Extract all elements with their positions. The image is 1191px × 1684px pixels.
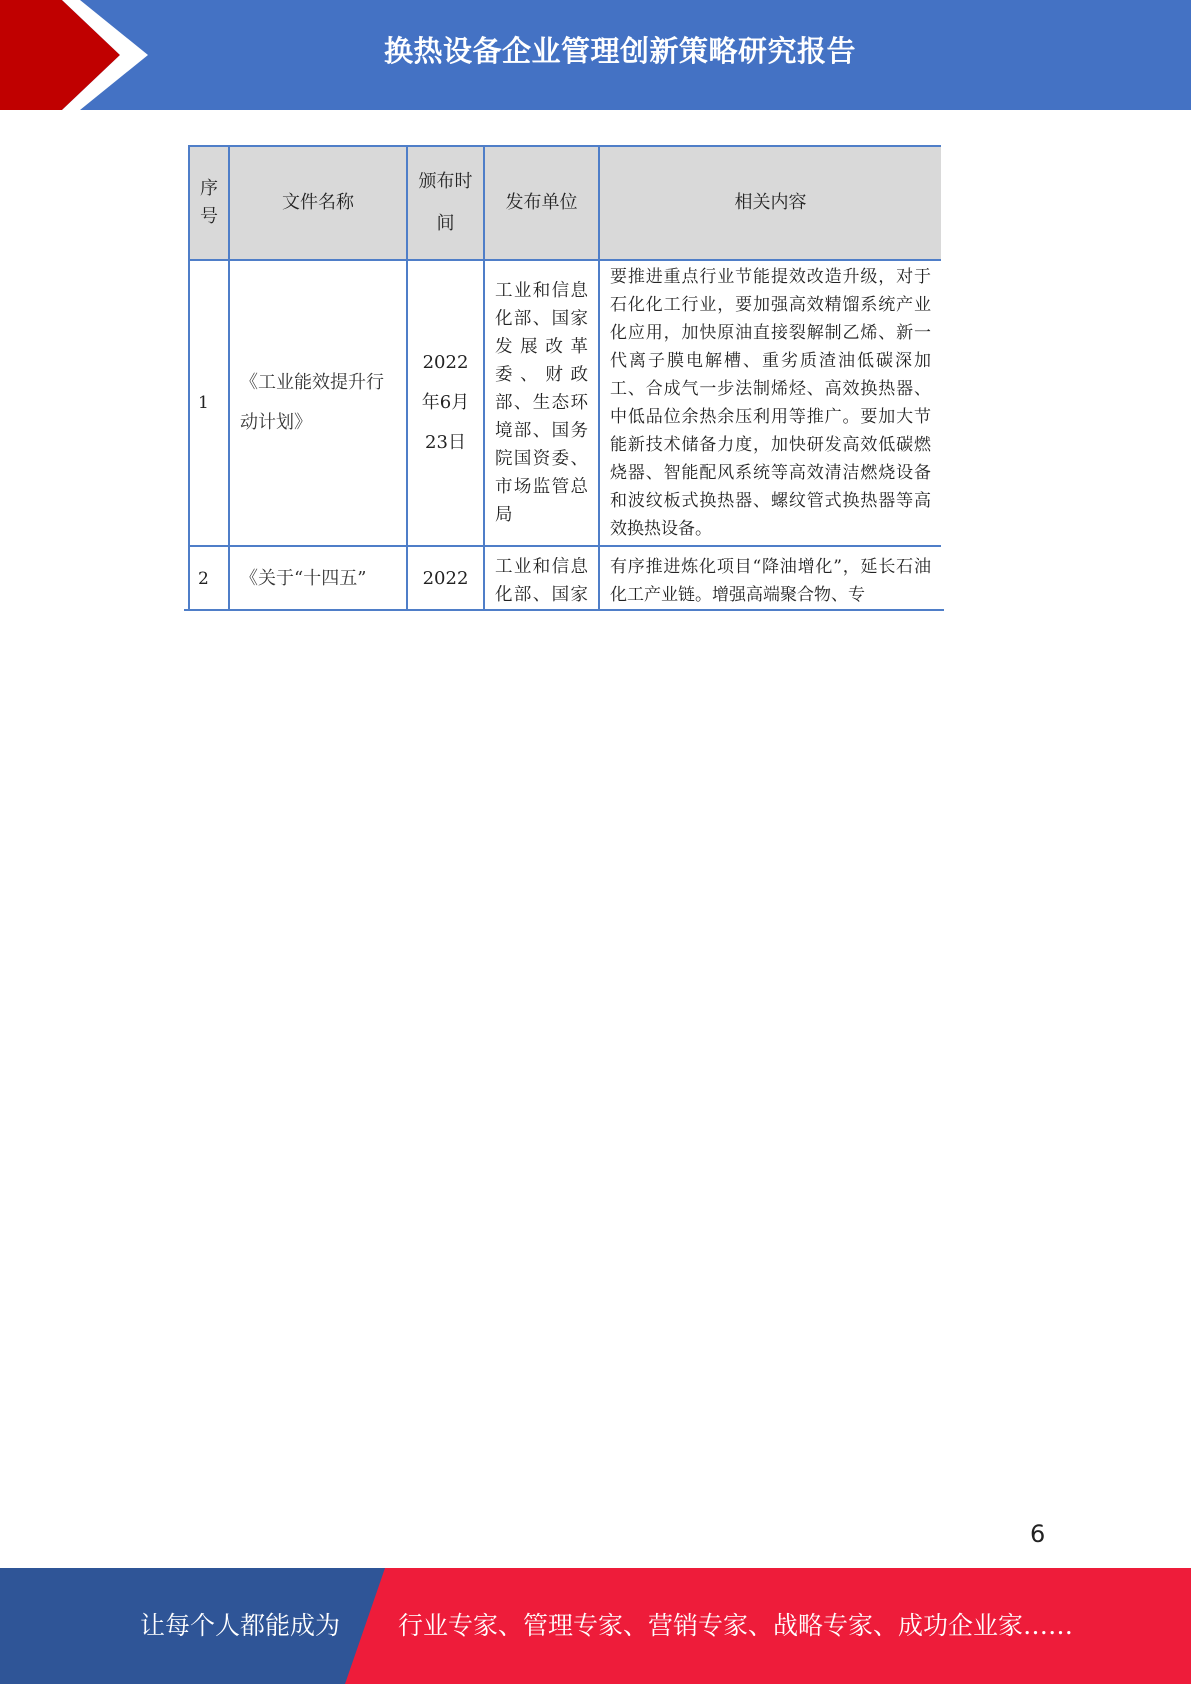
footer-slogan-right: 行业专家、管理专家、营销专家、战略专家、成功企业家……	[398, 1611, 1074, 1640]
header-content: 相关内容	[599, 146, 941, 260]
header-seq-text: 序号	[200, 178, 218, 227]
policy-table-container	[188, 145, 941, 611]
header-name: 文件名称	[229, 146, 407, 260]
cell-date: 2022	[407, 546, 484, 611]
cell-name	[229, 260, 407, 546]
cell-seq: 1	[189, 260, 229, 546]
table-row	[189, 546, 941, 611]
cell-date	[407, 260, 484, 546]
cell-content: 有序推进炼化项目“降油增化”，延长石油化工产业链。增强高端聚合物、专	[599, 546, 941, 611]
cell-name: 《关于“十四五”	[229, 546, 407, 611]
cell-org: 工业和信息化部、国家发展改革委、财政部、生态环境部、国务院国资委、市场监管总局	[484, 260, 599, 546]
header-seq	[189, 146, 229, 260]
cell-date-text: 2022年6月23日	[421, 352, 470, 453]
table-bottom-rule	[184, 609, 944, 611]
table-row	[189, 260, 941, 546]
header-date-text: 颁布时间	[418, 171, 473, 234]
report-title: 换热设备企业管理创新策略研究报告	[383, 34, 856, 68]
header-chevron-decoration	[0, 0, 160, 110]
table-header-row	[189, 146, 941, 260]
cell-seq: 2	[189, 546, 229, 611]
page-footer	[0, 1568, 1191, 1684]
header-date	[407, 146, 484, 260]
cell-org: 工业和信息化部、国家	[484, 546, 599, 611]
page-header	[0, 0, 1191, 110]
footer-slogan-left: 让每个人都能成为	[140, 1611, 341, 1640]
header-org: 发布单位	[484, 146, 599, 260]
page-number: 6	[1030, 1520, 1046, 1548]
cell-name-text: 《工业能效提升行动计划》	[240, 372, 384, 433]
cell-content: 要推进重点行业节能提效改造升级，对于石化化工行业，要加强高效精馏系统产业化应用，加快原油直接裂解制乙烯、新一代离子膜电解槽、重劣质渣油低碳深加工、合成气一步法制烯烃、高效换热器、中低品位余热余压利用等推广。要加大节能新技术储备力度，加快研发高效低碳燃烧器、智能配风系统等高效清洁燃烧设备和波纹板式换热器、螺纹管式换热器等高效换热设备。	[599, 260, 941, 546]
policy-table	[188, 145, 941, 611]
